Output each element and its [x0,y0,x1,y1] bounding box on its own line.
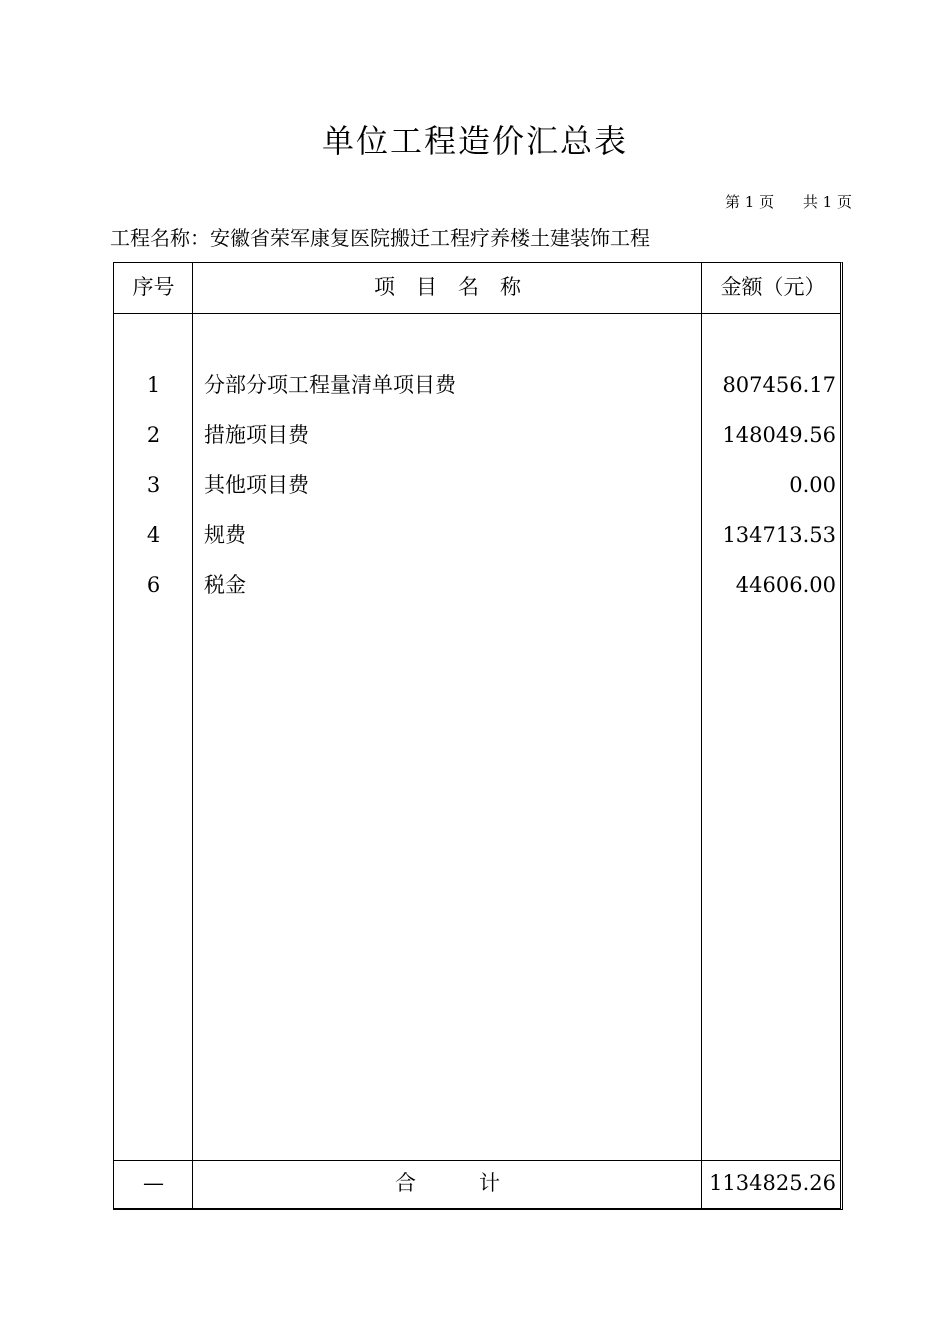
header-amount: 金额（元） [720,275,826,299]
row-item-name: 其他项目费 [204,473,309,497]
page-total: 共 1 页 [802,193,852,211]
row-item-name: 税金 [204,573,246,597]
page-number: 第 1 页 [725,193,775,211]
total-number: — [143,1171,164,1195]
header-item-name: 项 目 名 称 [374,275,521,299]
row-item-name: 措施项目费 [204,423,309,447]
total-label: 合 计 [395,1171,500,1195]
row-number: 3 [146,473,161,497]
column-divider [701,263,702,1208]
row-item-name: 分部分项工程量清单项目费 [204,373,456,397]
row-number: 6 [146,573,161,597]
row-item-name: 规费 [204,523,246,547]
row-number: 1 [146,373,161,397]
row-number: 2 [146,423,161,447]
row-amount: 0.00 [789,473,836,497]
row-amount: 44606.00 [735,573,836,597]
cost-summary-table [113,262,843,1210]
column-divider [192,263,193,1208]
page-info [701,191,852,212]
row-number: 4 [146,523,161,547]
header-number: 序号 [132,275,175,299]
project-name: 工程名称：安徽省荣军康复医院搬迁工程疗养楼土建装饰工程 [110,226,650,250]
row-amount: 148049.56 [722,423,836,447]
row-amount: 807456.17 [722,373,836,397]
document-title: 单位工程造价汇总表 [321,122,628,160]
total-divider [114,1160,840,1161]
row-amount: 134713.53 [722,523,836,547]
header-divider [114,313,840,314]
total-amount: 1134825.26 [709,1171,836,1195]
